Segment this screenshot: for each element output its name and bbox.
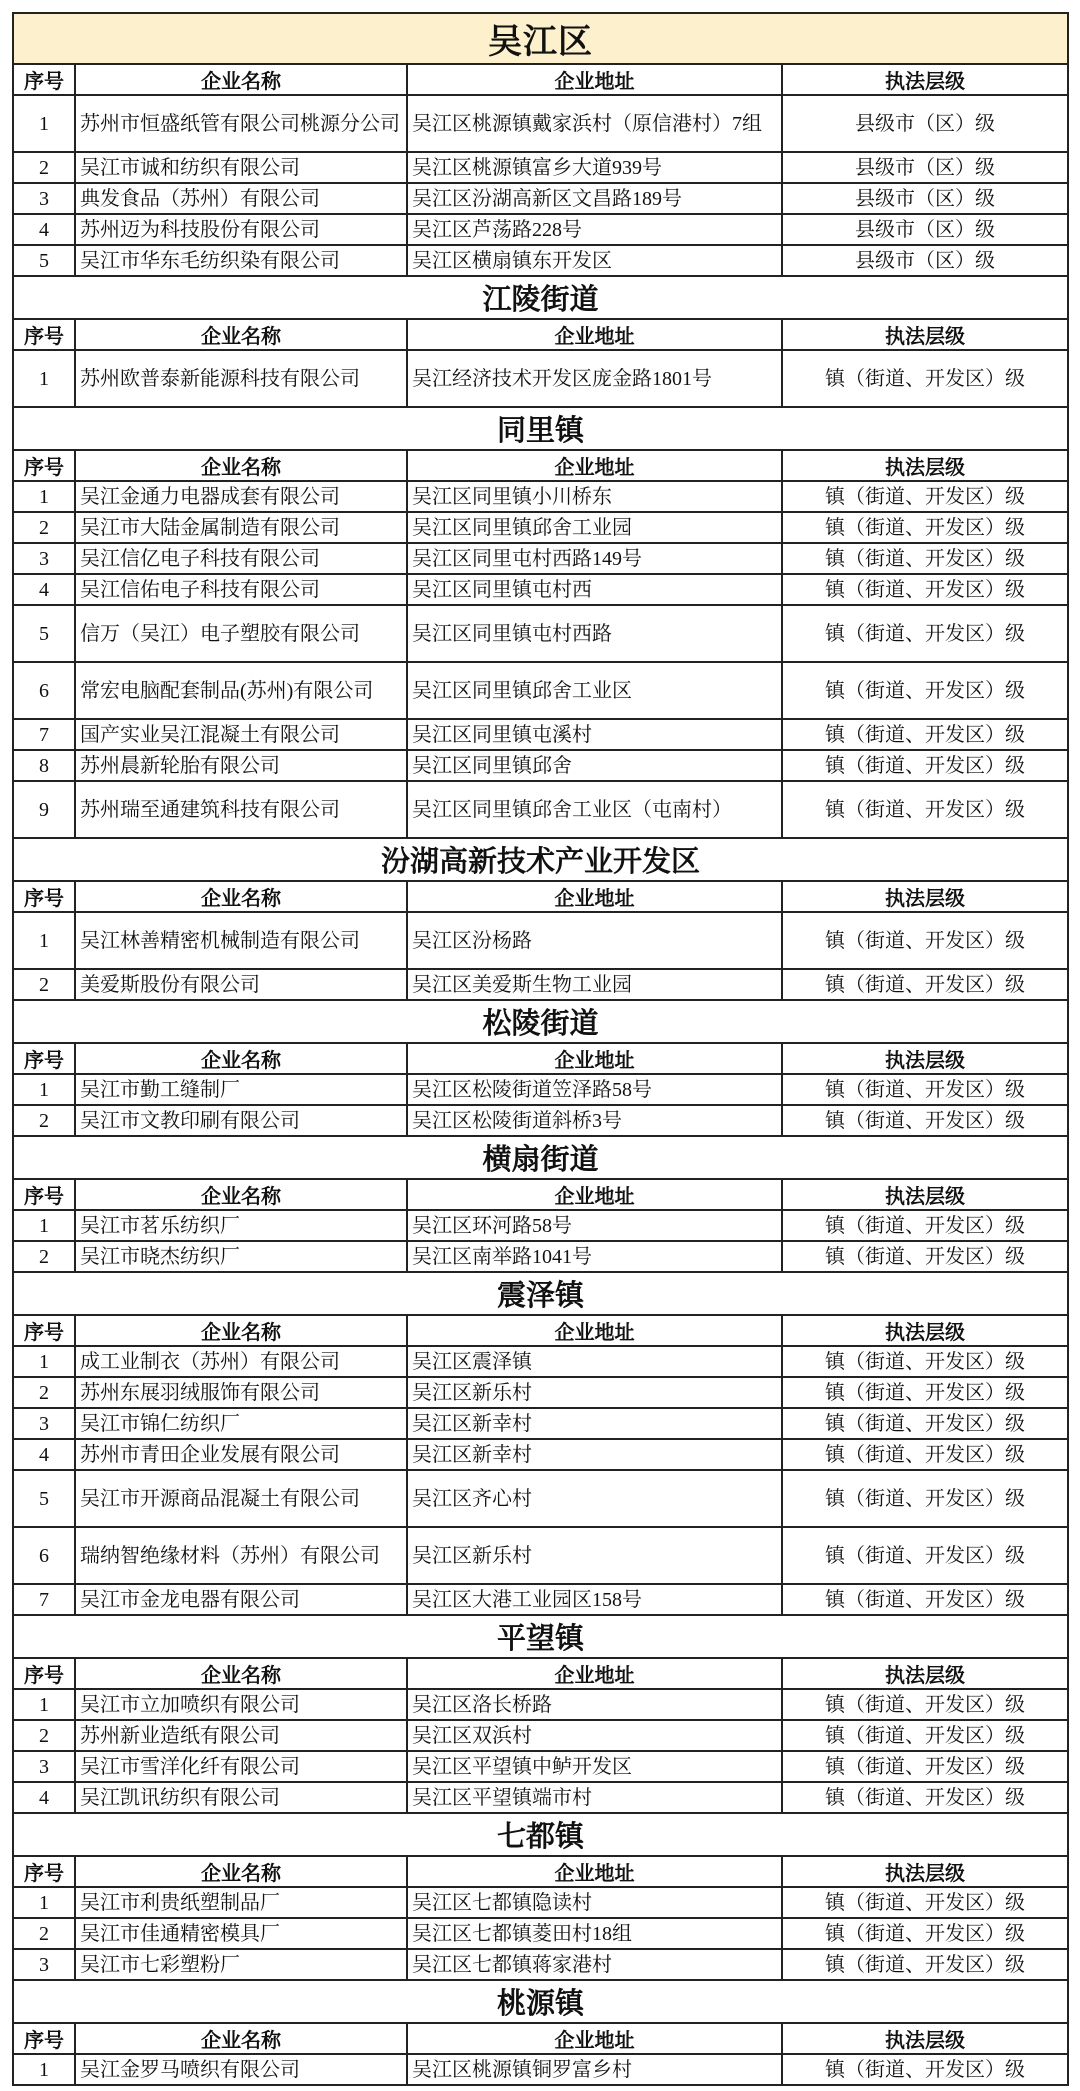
enforcement-level: 镇（街道、开发区）级 [782, 1584, 1068, 1615]
page-title: 吴江区 [13, 13, 1068, 64]
table-row [13, 481, 1068, 512]
enforcement-level: 镇（街道、开发区）级 [782, 912, 1068, 969]
company-address: 吴江区美爱斯生物工业园 [407, 969, 782, 1000]
row-index: 5 [13, 1470, 75, 1527]
row-index: 2 [13, 1720, 75, 1751]
column-header-name: 企业名称 [75, 881, 407, 912]
enforcement-level: 镇（街道、开发区）级 [782, 750, 1068, 781]
column-header-index: 序号 [13, 450, 75, 481]
company-name: 苏州市恒盛纸管有限公司桃源分公司 [75, 95, 407, 152]
column-header-row [13, 64, 1068, 95]
row-index: 1 [13, 2054, 75, 2085]
enforcement-level: 镇（街道、开发区）级 [782, 1408, 1068, 1439]
column-header-address: 企业地址 [407, 1658, 782, 1689]
enforcement-level: 镇（街道、开发区）级 [782, 1949, 1068, 1980]
section-title: 桃源镇 [13, 1980, 1068, 2023]
row-index: 9 [13, 781, 75, 838]
column-header-level: 执法层级 [782, 1658, 1068, 1689]
company-name: 成工业制衣（苏州）有限公司 [75, 1346, 407, 1377]
company-address: 吴江区同里镇小川桥东 [407, 481, 782, 512]
enforcement-level: 镇（街道、开发区）级 [782, 719, 1068, 750]
enterprise-list-sheet [12, 12, 1067, 2086]
column-header-row [13, 1043, 1068, 1074]
table-row [13, 1105, 1068, 1136]
company-name: 吴江市七彩塑粉厂 [75, 1949, 407, 1980]
column-header-level: 执法层级 [782, 881, 1068, 912]
row-index: 1 [13, 912, 75, 969]
table-row [13, 719, 1068, 750]
company-address: 吴江区同里镇邱舍工业区 [407, 662, 782, 719]
table-row [13, 1241, 1068, 1272]
table-row [13, 245, 1068, 276]
table-row [13, 1720, 1068, 1751]
row-index: 1 [13, 481, 75, 512]
company-address: 吴江经济技术开发区庞金路1801号 [407, 350, 782, 407]
section-title-row [13, 1000, 1068, 1043]
company-address: 吴江区汾湖高新区文昌路189号 [407, 183, 782, 214]
column-header-address: 企业地址 [407, 1043, 782, 1074]
company-name: 吴江市金龙电器有限公司 [75, 1584, 407, 1615]
company-address: 吴江区环河路58号 [407, 1210, 782, 1241]
column-header-address: 企业地址 [407, 1856, 782, 1887]
row-index: 2 [13, 969, 75, 1000]
column-header-name: 企业名称 [75, 2023, 407, 2054]
section-title-row [13, 1272, 1068, 1315]
company-address: 吴江区桃源镇铜罗富乡村 [407, 2054, 782, 2085]
company-name: 苏州瑞至通建筑科技有限公司 [75, 781, 407, 838]
column-header-row [13, 1658, 1068, 1689]
enforcement-level: 镇（街道、开发区）级 [782, 1346, 1068, 1377]
enforcement-level: 镇（街道、开发区）级 [782, 1470, 1068, 1527]
row-index: 1 [13, 95, 75, 152]
company-address: 吴江区南举路1041号 [407, 1241, 782, 1272]
row-index: 1 [13, 1689, 75, 1720]
column-header-index: 序号 [13, 64, 75, 95]
section-title-row [13, 1813, 1068, 1856]
section-title: 震泽镇 [13, 1272, 1068, 1315]
column-header-address: 企业地址 [407, 1315, 782, 1346]
column-header-address: 企业地址 [407, 64, 782, 95]
table-row [13, 1377, 1068, 1408]
row-index: 6 [13, 662, 75, 719]
column-header-name: 企业名称 [75, 64, 407, 95]
company-address: 吴江区桃源镇戴家浜村（原信港村）7组 [407, 95, 782, 152]
company-address: 吴江区同里镇屯村西 [407, 574, 782, 605]
table-row [13, 152, 1068, 183]
enforcement-level: 镇（街道、开发区）级 [782, 1074, 1068, 1105]
company-name: 苏州东展羽绒服饰有限公司 [75, 1377, 407, 1408]
column-header-index: 序号 [13, 881, 75, 912]
row-index: 5 [13, 245, 75, 276]
company-address: 吴江区同里屯村西路149号 [407, 543, 782, 574]
row-index: 1 [13, 1210, 75, 1241]
company-address: 吴江区芦荡路228号 [407, 214, 782, 245]
column-header-row [13, 450, 1068, 481]
section-title-row [13, 1980, 1068, 2023]
row-index: 1 [13, 1346, 75, 1377]
company-name: 吴江林善精密机械制造有限公司 [75, 912, 407, 969]
company-name: 吴江金通力电器成套有限公司 [75, 481, 407, 512]
table-row [13, 1527, 1068, 1584]
section-title: 汾湖高新技术产业开发区 [13, 838, 1068, 881]
row-index: 7 [13, 1584, 75, 1615]
company-address: 吴江区震泽镇 [407, 1346, 782, 1377]
row-index: 7 [13, 719, 75, 750]
company-address: 吴江区七都镇隐读村 [407, 1887, 782, 1918]
table-row [13, 574, 1068, 605]
column-header-row [13, 1856, 1068, 1887]
table-row [13, 512, 1068, 543]
column-header-name: 企业名称 [75, 450, 407, 481]
column-header-address: 企业地址 [407, 450, 782, 481]
company-address: 吴江区横扇镇东开发区 [407, 245, 782, 276]
company-address: 吴江区同里镇邱舍工业园 [407, 512, 782, 543]
table-row [13, 1408, 1068, 1439]
company-name: 苏州迈为科技股份有限公司 [75, 214, 407, 245]
table-row [13, 1210, 1068, 1241]
row-index: 4 [13, 1782, 75, 1813]
table-row [13, 1887, 1068, 1918]
enforcement-level: 镇（街道、开发区）级 [782, 1439, 1068, 1470]
company-name: 吴江凯讯纺织有限公司 [75, 1782, 407, 1813]
row-index: 3 [13, 1949, 75, 1980]
column-header-level: 执法层级 [782, 1315, 1068, 1346]
column-header-level: 执法层级 [782, 1179, 1068, 1210]
company-name: 吴江市晓杰纺织厂 [75, 1241, 407, 1272]
row-index: 2 [13, 1377, 75, 1408]
enforcement-level: 镇（街道、开发区）级 [782, 969, 1068, 1000]
row-index: 2 [13, 1105, 75, 1136]
column-header-index: 序号 [13, 1856, 75, 1887]
section-title-row [13, 1136, 1068, 1179]
enforcement-level: 县级市（区）级 [782, 95, 1068, 152]
column-header-address: 企业地址 [407, 881, 782, 912]
company-name: 典发食品（苏州）有限公司 [75, 183, 407, 214]
column-header-index: 序号 [13, 1315, 75, 1346]
column-header-address: 企业地址 [407, 2023, 782, 2054]
row-index: 3 [13, 1751, 75, 1782]
column-header-name: 企业名称 [75, 1179, 407, 1210]
company-address: 吴江区新乐村 [407, 1527, 782, 1584]
column-header-index: 序号 [13, 319, 75, 350]
company-address: 吴江区洛长桥路 [407, 1689, 782, 1720]
row-index: 2 [13, 512, 75, 543]
company-name: 苏州晨新轮胎有限公司 [75, 750, 407, 781]
company-name: 吴江市立加喷织有限公司 [75, 1689, 407, 1720]
company-address: 吴江区松陵街道笠泽路58号 [407, 1074, 782, 1105]
row-index: 4 [13, 574, 75, 605]
row-index: 2 [13, 1241, 75, 1272]
enforcement-level: 镇（街道、开发区）级 [782, 1751, 1068, 1782]
enforcement-level: 镇（街道、开发区）级 [782, 1918, 1068, 1949]
table-row [13, 1346, 1068, 1377]
enforcement-level: 镇（街道、开发区）级 [782, 1720, 1068, 1751]
row-index: 3 [13, 1408, 75, 1439]
column-header-index: 序号 [13, 2023, 75, 2054]
company-address: 吴江区同里镇屯村西路 [407, 605, 782, 662]
table-row [13, 183, 1068, 214]
enforcement-level: 镇（街道、开发区）级 [782, 512, 1068, 543]
company-name: 苏州市青田企业发展有限公司 [75, 1439, 407, 1470]
row-index: 1 [13, 1887, 75, 1918]
enforcement-level: 镇（街道、开发区）级 [782, 662, 1068, 719]
section-title-row [13, 276, 1068, 319]
company-address: 吴江区桃源镇富乡大道939号 [407, 152, 782, 183]
row-index: 3 [13, 543, 75, 574]
company-address: 吴江区新幸村 [407, 1408, 782, 1439]
section-title-row [13, 838, 1068, 881]
table-row [13, 350, 1068, 407]
column-header-level: 执法层级 [782, 64, 1068, 95]
table-row [13, 1918, 1068, 1949]
section-title: 横扇街道 [13, 1136, 1068, 1179]
table-row [13, 1949, 1068, 1980]
row-index: 4 [13, 1439, 75, 1470]
company-address: 吴江区平望镇端市村 [407, 1782, 782, 1813]
enforcement-level: 镇（街道、开发区）级 [782, 1782, 1068, 1813]
company-name: 瑞纳智绝缘材料（苏州）有限公司 [75, 1527, 407, 1584]
column-header-name: 企业名称 [75, 1043, 407, 1074]
company-name: 常宏电脑配套制品(苏州)有限公司 [75, 662, 407, 719]
column-header-level: 执法层级 [782, 319, 1068, 350]
table-row [13, 750, 1068, 781]
enforcement-level: 县级市（区）级 [782, 245, 1068, 276]
company-name: 苏州新业造纸有限公司 [75, 1720, 407, 1751]
row-index: 8 [13, 750, 75, 781]
enterprise-table [12, 12, 1069, 2086]
table-row [13, 969, 1068, 1000]
company-name: 吴江金罗马喷织有限公司 [75, 2054, 407, 2085]
company-address: 吴江区新乐村 [407, 1377, 782, 1408]
column-header-name: 企业名称 [75, 1315, 407, 1346]
enforcement-level: 镇（街道、开发区）级 [782, 1105, 1068, 1136]
company-name: 吴江市佳通精密模具厂 [75, 1918, 407, 1949]
section-title: 松陵街道 [13, 1000, 1068, 1043]
enforcement-level: 镇（街道、开发区）级 [782, 605, 1068, 662]
column-header-row [13, 2023, 1068, 2054]
table-row [13, 1689, 1068, 1720]
column-header-row [13, 1315, 1068, 1346]
company-name: 苏州欧普泰新能源科技有限公司 [75, 350, 407, 407]
section-title-row [13, 1615, 1068, 1658]
company-address: 吴江区松陵街道斜桥3号 [407, 1105, 782, 1136]
table-row [13, 1074, 1068, 1105]
company-address: 吴江区平望镇中鲈开发区 [407, 1751, 782, 1782]
company-name: 吴江市锦仁纺织厂 [75, 1408, 407, 1439]
table-row [13, 214, 1068, 245]
company-name: 吴江信佑电子科技有限公司 [75, 574, 407, 605]
company-name: 信万（吴江）电子塑胶有限公司 [75, 605, 407, 662]
enforcement-level: 县级市（区）级 [782, 183, 1068, 214]
company-name: 吴江市勤工缝制厂 [75, 1074, 407, 1105]
row-index: 2 [13, 1918, 75, 1949]
company-name: 吴江市茗乐纺织厂 [75, 1210, 407, 1241]
enforcement-level: 镇（街道、开发区）级 [782, 481, 1068, 512]
column-header-name: 企业名称 [75, 1856, 407, 1887]
column-header-row [13, 1179, 1068, 1210]
company-address: 吴江区双浜村 [407, 1720, 782, 1751]
column-header-index: 序号 [13, 1658, 75, 1689]
company-address: 吴江区七都镇菱田村18组 [407, 1918, 782, 1949]
company-address: 吴江区汾杨路 [407, 912, 782, 969]
enforcement-level: 镇（街道、开发区）级 [782, 543, 1068, 574]
enforcement-level: 镇（街道、开发区）级 [782, 1377, 1068, 1408]
table-row [13, 1584, 1068, 1615]
company-name: 国产实业吴江混凝土有限公司 [75, 719, 407, 750]
row-index: 2 [13, 152, 75, 183]
company-name: 吴江信亿电子科技有限公司 [75, 543, 407, 574]
table-row [13, 1470, 1068, 1527]
column-header-index: 序号 [13, 1043, 75, 1074]
enforcement-level: 镇（街道、开发区）级 [782, 2054, 1068, 2085]
row-index: 3 [13, 183, 75, 214]
section-title: 江陵街道 [13, 276, 1068, 319]
section-title: 同里镇 [13, 407, 1068, 450]
company-address: 吴江区新幸村 [407, 1439, 782, 1470]
company-name: 美爱斯股份有限公司 [75, 969, 407, 1000]
column-header-row [13, 881, 1068, 912]
table-row [13, 1751, 1068, 1782]
table-row [13, 912, 1068, 969]
company-name: 吴江市雪洋化纤有限公司 [75, 1751, 407, 1782]
column-header-level: 执法层级 [782, 1856, 1068, 1887]
company-name: 吴江市开源商品混凝土有限公司 [75, 1470, 407, 1527]
company-name: 吴江市诚和纺织有限公司 [75, 152, 407, 183]
table-row [13, 1782, 1068, 1813]
company-address: 吴江区大港工业园区158号 [407, 1584, 782, 1615]
company-address: 吴江区同里镇屯溪村 [407, 719, 782, 750]
column-header-address: 企业地址 [407, 1179, 782, 1210]
enforcement-level: 镇（街道、开发区）级 [782, 1887, 1068, 1918]
enforcement-level: 县级市（区）级 [782, 152, 1068, 183]
table-row [13, 605, 1068, 662]
table-row [13, 2054, 1068, 2085]
company-name: 吴江市利贵纸塑制品厂 [75, 1887, 407, 1918]
row-index: 6 [13, 1527, 75, 1584]
section-title: 七都镇 [13, 1813, 1068, 1856]
column-header-level: 执法层级 [782, 2023, 1068, 2054]
column-header-address: 企业地址 [407, 319, 782, 350]
enforcement-level: 镇（街道、开发区）级 [782, 1527, 1068, 1584]
column-header-row [13, 319, 1068, 350]
enforcement-level: 县级市（区）级 [782, 214, 1068, 245]
row-index: 4 [13, 214, 75, 245]
company-name: 吴江市大陆金属制造有限公司 [75, 512, 407, 543]
company-address: 吴江区同里镇邱舍工业区（屯南村） [407, 781, 782, 838]
company-name: 吴江市华东毛纺织染有限公司 [75, 245, 407, 276]
row-index: 1 [13, 350, 75, 407]
table-row [13, 543, 1068, 574]
row-index: 1 [13, 1074, 75, 1105]
company-address: 吴江区齐心村 [407, 1470, 782, 1527]
column-header-level: 执法层级 [782, 450, 1068, 481]
company-address: 吴江区同里镇邱舍 [407, 750, 782, 781]
enforcement-level: 镇（街道、开发区）级 [782, 1241, 1068, 1272]
section-title: 平望镇 [13, 1615, 1068, 1658]
company-address: 吴江区七都镇蒋家港村 [407, 1949, 782, 1980]
table-row [13, 95, 1068, 152]
enforcement-level: 镇（街道、开发区）级 [782, 574, 1068, 605]
column-header-index: 序号 [13, 1179, 75, 1210]
enforcement-level: 镇（街道、开发区）级 [782, 781, 1068, 838]
column-header-level: 执法层级 [782, 1043, 1068, 1074]
table-row [13, 781, 1068, 838]
column-header-name: 企业名称 [75, 319, 407, 350]
table-row [13, 1439, 1068, 1470]
section-title-row [13, 407, 1068, 450]
enforcement-level: 镇（街道、开发区）级 [782, 1210, 1068, 1241]
row-index: 5 [13, 605, 75, 662]
enforcement-level: 镇（街道、开发区）级 [782, 1689, 1068, 1720]
table-row [13, 662, 1068, 719]
enforcement-level: 镇（街道、开发区）级 [782, 350, 1068, 407]
column-header-name: 企业名称 [75, 1658, 407, 1689]
company-name: 吴江市文教印刷有限公司 [75, 1105, 407, 1136]
